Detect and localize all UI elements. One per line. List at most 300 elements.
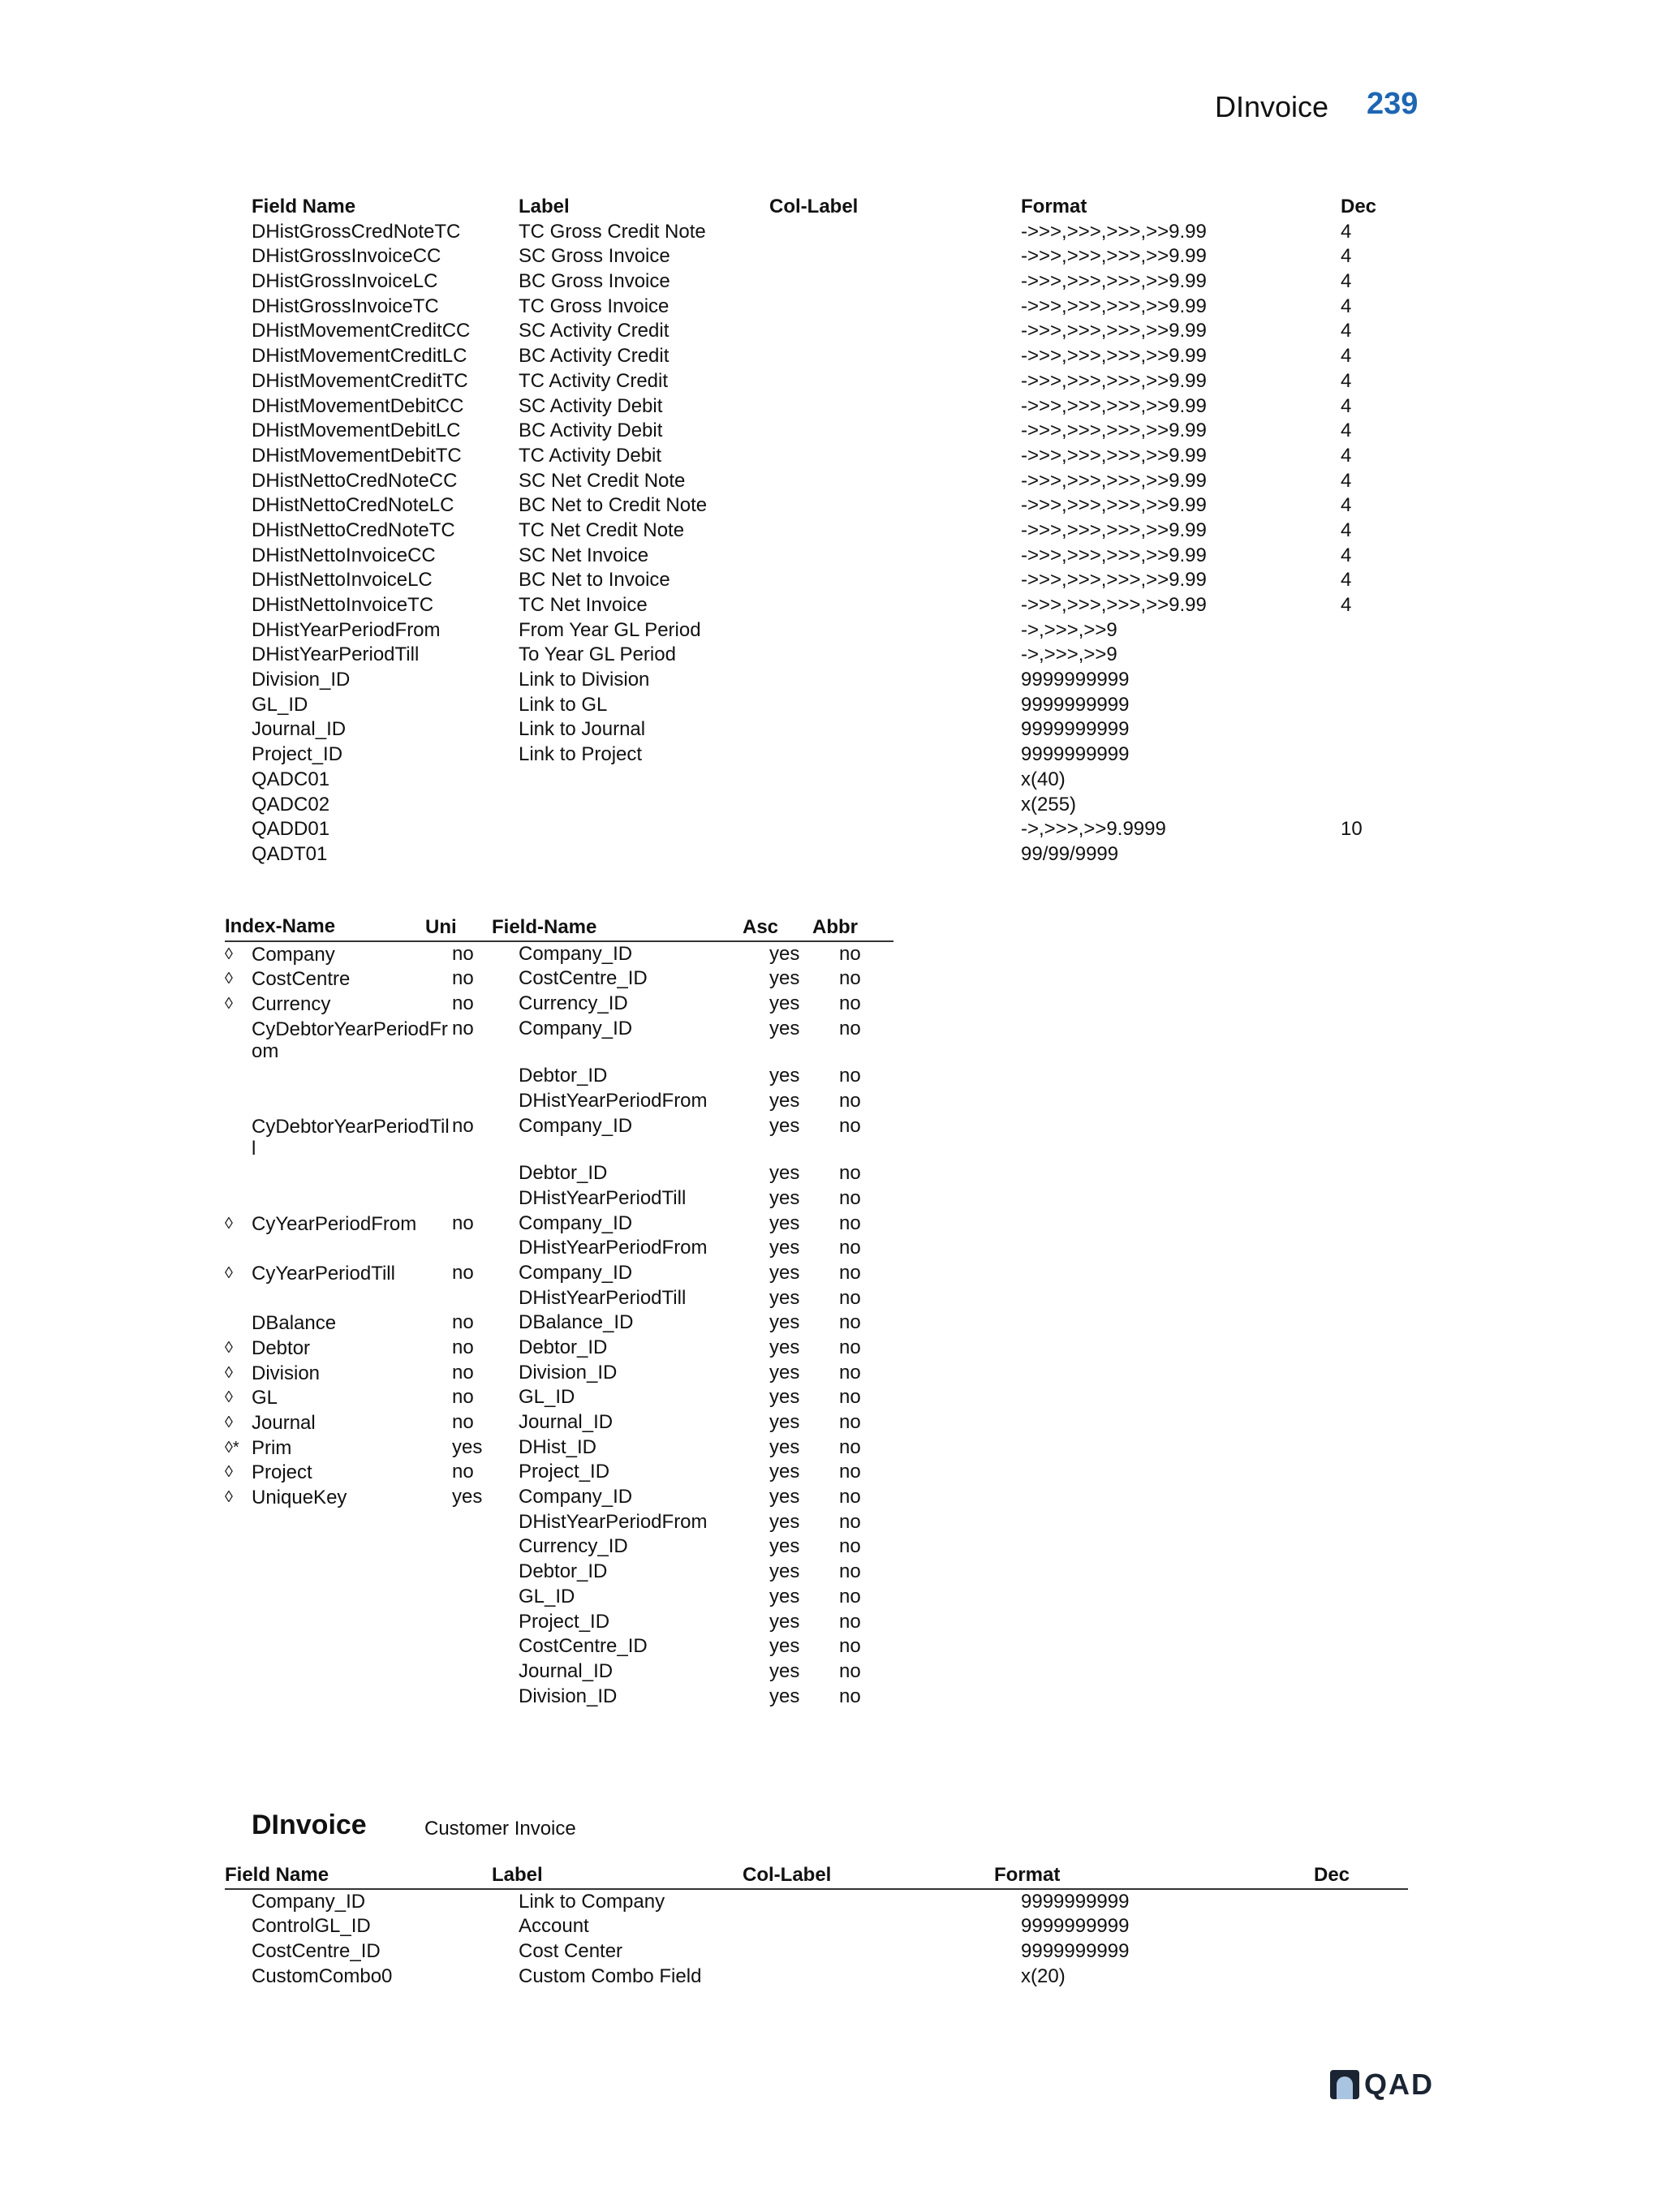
format-cell: ->,>>>,>>9 bbox=[1021, 618, 1117, 641]
field-name-cell: Debtor_ID bbox=[519, 1065, 608, 1087]
asc-cell: yes bbox=[769, 1162, 800, 1185]
format-cell: 9999999999 bbox=[1021, 693, 1130, 716]
dec-cell: 4 bbox=[1341, 569, 1352, 592]
format-cell: ->>>,>>>,>>>,>>9.99 bbox=[1021, 544, 1207, 566]
field-name-cell: QADC02 bbox=[252, 793, 330, 816]
format-cell: ->>>,>>>,>>>,>>9.99 bbox=[1021, 320, 1207, 342]
table-row bbox=[252, 717, 1371, 742]
field-name-cell: DHistYearPeriodTill bbox=[519, 1186, 687, 1209]
table-row bbox=[252, 295, 1371, 320]
field-name-cell: DHist_ID bbox=[519, 1435, 597, 1458]
abbr-cell: no bbox=[839, 1162, 861, 1185]
dec-cell: 4 bbox=[1341, 494, 1352, 517]
table-row bbox=[252, 1939, 1371, 1965]
asc-cell: yes bbox=[769, 1585, 800, 1607]
field-name-cell: DHistNettoInvoiceCC bbox=[252, 544, 436, 566]
abbr-cell: no bbox=[839, 1211, 861, 1234]
dec-cell: 4 bbox=[1341, 394, 1352, 417]
table-row bbox=[252, 1914, 1371, 1939]
index-name-cell: Division bbox=[252, 1362, 321, 1384]
field-name-cell: QADT01 bbox=[252, 842, 328, 865]
index-marker: ◊ bbox=[225, 995, 233, 1013]
table-row bbox=[252, 319, 1371, 344]
table-row bbox=[252, 1610, 893, 1635]
table-row bbox=[252, 693, 1371, 718]
table-row bbox=[225, 1460, 893, 1485]
table-row bbox=[252, 1236, 893, 1261]
table-row bbox=[252, 369, 1371, 394]
field-name-cell: Project_ID bbox=[252, 743, 343, 766]
asc-cell: yes bbox=[769, 1089, 800, 1112]
index-name-cell: Project bbox=[252, 1461, 312, 1484]
field-name-cell: Company_ID bbox=[519, 1017, 633, 1039]
dec-cell: 4 bbox=[1341, 270, 1352, 293]
field-name-cell: Project_ID bbox=[519, 1610, 610, 1633]
field-label-cell: BC Net to Credit Note bbox=[519, 494, 708, 517]
column-header-field-name: Field Name bbox=[252, 196, 356, 217]
table-row bbox=[252, 1089, 893, 1114]
format-cell: ->>>,>>>,>>>,>>9.99 bbox=[1021, 420, 1207, 442]
format-cell: ->>>,>>>,>>>,>>9.99 bbox=[1021, 369, 1207, 392]
asc-cell: yes bbox=[769, 1286, 800, 1309]
field-name-cell: DHistNettoCredNoteCC bbox=[252, 469, 458, 492]
field-label-cell: TC Net Invoice bbox=[519, 594, 648, 616]
asc-cell: yes bbox=[769, 1211, 800, 1234]
abbr-cell: no bbox=[839, 1017, 861, 1039]
field-label-cell: BC Activity Debit bbox=[519, 420, 663, 442]
field-name-cell: DHistYearPeriodFrom bbox=[519, 1510, 708, 1533]
uni-cell: no bbox=[452, 1311, 474, 1334]
field-name-cell: DHistYearPeriodTill bbox=[519, 1286, 687, 1309]
field-name-cell: DHistGrossInvoiceCC bbox=[252, 245, 441, 268]
table-row bbox=[252, 1017, 893, 1065]
table-row bbox=[252, 568, 1371, 593]
running-title: DInvoice bbox=[1215, 90, 1329, 123]
field-name-cell: DHistYearPeriodFrom bbox=[252, 618, 441, 641]
page-number: 239 bbox=[1367, 87, 1419, 121]
field-label-cell: TC Gross Invoice bbox=[519, 295, 670, 317]
index-name-cell: CyDebtorYearPeriodTill bbox=[252, 1115, 450, 1160]
format-cell: ->>>,>>>,>>>,>>9.99 bbox=[1021, 394, 1207, 417]
field-name-cell: GL_ID bbox=[519, 1386, 575, 1409]
table-row bbox=[252, 593, 1371, 618]
asc-cell: yes bbox=[769, 1659, 800, 1682]
abbr-cell: no bbox=[839, 992, 861, 1015]
field-name-cell: Journal_ID bbox=[519, 1659, 614, 1682]
asc-cell: yes bbox=[769, 1261, 800, 1284]
field-label-cell: BC Net to Invoice bbox=[519, 569, 670, 592]
uni-cell: no bbox=[452, 1336, 474, 1358]
field-name-cell: DHistMovementDebitCC bbox=[252, 394, 464, 417]
table-row bbox=[252, 1560, 893, 1585]
field-name-cell: DHistMovementCreditTC bbox=[252, 369, 468, 392]
table-row bbox=[225, 942, 893, 967]
dec-cell: 10 bbox=[1341, 818, 1363, 841]
column-header-col-label: Col-Label bbox=[743, 1864, 832, 1886]
column-header-abbr: Abbr bbox=[812, 916, 858, 938]
index-name-cell: Prim bbox=[252, 1436, 292, 1459]
abbr-cell: no bbox=[839, 967, 861, 990]
uni-cell: no bbox=[452, 1017, 474, 1039]
field-name-cell: DHistNettoCredNoteLC bbox=[252, 494, 454, 517]
qad-logo-icon bbox=[1330, 2070, 1359, 2099]
field-name-cell: Company_ID bbox=[519, 1486, 633, 1508]
table-row bbox=[225, 1336, 893, 1361]
field-name-cell: Company_ID bbox=[519, 1211, 633, 1234]
dec-cell: 4 bbox=[1341, 544, 1352, 566]
abbr-cell: no bbox=[839, 1261, 861, 1284]
index-name-cell: Company bbox=[252, 943, 335, 966]
index-name-cell: Debtor bbox=[252, 1336, 311, 1359]
field-name-cell: Division_ID bbox=[519, 1361, 618, 1384]
fields-table bbox=[252, 195, 1377, 867]
table-row bbox=[252, 269, 1371, 295]
section-fields-table bbox=[225, 1863, 1371, 1989]
table-row bbox=[252, 394, 1371, 420]
table-row bbox=[252, 1965, 1371, 1990]
table-row bbox=[252, 793, 1371, 818]
field-name-cell: CostCentre_ID bbox=[519, 1635, 648, 1658]
format-cell: 9999999999 bbox=[1021, 1890, 1130, 1913]
format-cell: 9999999999 bbox=[1021, 1915, 1130, 1938]
format-cell: ->>>,>>>,>>>,>>9.99 bbox=[1021, 569, 1207, 592]
table-row bbox=[225, 992, 893, 1017]
column-header-format: Format bbox=[994, 1864, 1061, 1886]
field-name-cell: DHistNettoInvoiceLC bbox=[252, 569, 433, 592]
asc-cell: yes bbox=[769, 1486, 800, 1508]
index-marker: ◊ bbox=[225, 1388, 233, 1407]
index-marker: ◊ bbox=[225, 1414, 233, 1431]
index-name-cell: CyYearPeriodFrom bbox=[252, 1212, 417, 1235]
column-header-field-label: Label bbox=[492, 1864, 543, 1886]
index-marker: ◊ bbox=[225, 1488, 233, 1507]
table-row bbox=[252, 1585, 893, 1610]
field-name-cell: Company_ID bbox=[519, 1114, 633, 1137]
table-row bbox=[252, 842, 1371, 867]
abbr-cell: no bbox=[839, 1065, 861, 1087]
field-name-cell: GL_ID bbox=[252, 693, 308, 716]
asc-cell: yes bbox=[769, 1635, 800, 1658]
table-row bbox=[252, 1114, 893, 1162]
logo-text: QAD bbox=[1364, 2068, 1434, 2101]
field-name-cell: DHistYearPeriodFrom bbox=[519, 1237, 708, 1259]
index-name-cell: GL bbox=[252, 1387, 278, 1409]
abbr-cell: no bbox=[839, 1386, 861, 1409]
field-name-cell: Company_ID bbox=[519, 942, 633, 965]
table-row bbox=[252, 768, 1371, 793]
index-marker: ◊ bbox=[225, 970, 233, 988]
uni-cell: yes bbox=[452, 1435, 483, 1458]
field-label-cell: SC Net Credit Note bbox=[519, 469, 686, 492]
field-label-cell: SC Activity Debit bbox=[519, 394, 663, 417]
field-name-cell: QADC01 bbox=[252, 768, 330, 790]
format-cell: ->>>,>>>,>>>,>>9.99 bbox=[1021, 245, 1207, 268]
section-subtitle: Customer Invoice bbox=[424, 1818, 576, 1840]
dec-cell: 4 bbox=[1341, 345, 1352, 368]
abbr-cell: no bbox=[839, 1361, 861, 1384]
asc-cell: yes bbox=[769, 1411, 800, 1433]
abbr-cell: no bbox=[839, 1435, 861, 1458]
uni-cell: yes bbox=[452, 1486, 483, 1508]
field-label-cell: BC Activity Credit bbox=[519, 345, 670, 368]
asc-cell: yes bbox=[769, 992, 800, 1015]
field-label-cell: TC Activity Debit bbox=[519, 444, 662, 467]
dec-cell: 4 bbox=[1341, 295, 1352, 317]
table-header-row bbox=[225, 1863, 1408, 1890]
format-cell: ->>>,>>>,>>>,>>9.99 bbox=[1021, 519, 1207, 541]
table-row bbox=[252, 1310, 893, 1336]
asc-cell: yes bbox=[769, 1186, 800, 1209]
uni-cell: no bbox=[452, 1211, 474, 1234]
asc-cell: yes bbox=[769, 1065, 800, 1087]
asc-cell: yes bbox=[769, 1510, 800, 1533]
abbr-cell: no bbox=[839, 1685, 861, 1707]
table-row bbox=[252, 1659, 893, 1685]
format-cell: ->>>,>>>,>>>,>>9.99 bbox=[1021, 594, 1207, 616]
uni-cell: no bbox=[452, 942, 474, 965]
field-name-cell: CustomCombo0 bbox=[252, 1965, 393, 1987]
table-row bbox=[252, 618, 1371, 643]
abbr-cell: no bbox=[839, 1461, 861, 1483]
abbr-cell: no bbox=[839, 942, 861, 965]
index-marker: ◊ bbox=[225, 1263, 233, 1282]
table-row bbox=[225, 1435, 893, 1461]
index-name-cell: Currency bbox=[252, 993, 331, 1016]
format-cell: ->>>,>>>,>>>,>>9.99 bbox=[1021, 444, 1207, 467]
column-header-format: Format bbox=[1021, 196, 1087, 217]
asc-cell: yes bbox=[769, 1610, 800, 1633]
table-row bbox=[252, 1510, 893, 1535]
format-cell: 9999999999 bbox=[1021, 1940, 1130, 1963]
asc-cell: yes bbox=[769, 1237, 800, 1259]
table-row bbox=[252, 469, 1371, 494]
field-name-cell: QADD01 bbox=[252, 818, 330, 841]
abbr-cell: no bbox=[839, 1311, 861, 1334]
field-name-cell: DHistMovementDebitLC bbox=[252, 420, 461, 442]
field-name-cell: DHistMovementCreditLC bbox=[252, 345, 467, 368]
format-cell: 9999999999 bbox=[1021, 669, 1130, 691]
format-cell: ->>>,>>>,>>>,>>9.99 bbox=[1021, 469, 1207, 492]
field-name-cell: DHistNettoInvoiceTC bbox=[252, 594, 434, 616]
field-name-cell: DHistYearPeriodTill bbox=[252, 643, 420, 666]
field-label-cell: Link to Journal bbox=[519, 718, 646, 741]
format-cell: ->>>,>>>,>>>,>>9.99 bbox=[1021, 494, 1207, 517]
table-row bbox=[252, 244, 1371, 269]
field-label-cell: Link to Division bbox=[519, 669, 650, 691]
table-row bbox=[252, 643, 1371, 668]
field-label-cell: Custom Combo Field bbox=[519, 1965, 702, 1987]
asc-cell: yes bbox=[769, 1560, 800, 1583]
dec-cell: 4 bbox=[1341, 320, 1352, 342]
field-label-cell: TC Activity Credit bbox=[519, 369, 669, 392]
index-name-cell: CyDebtorYearPeriodFrom bbox=[252, 1018, 448, 1062]
asc-cell: yes bbox=[769, 1336, 800, 1358]
abbr-cell: no bbox=[839, 1610, 861, 1633]
field-name-cell: DHistGrossInvoiceTC bbox=[252, 295, 439, 317]
uni-cell: no bbox=[452, 1261, 474, 1284]
index-marker: ◊ bbox=[225, 945, 233, 963]
abbr-cell: no bbox=[839, 1186, 861, 1209]
abbr-cell: no bbox=[839, 1286, 861, 1309]
table-header-row bbox=[225, 915, 893, 942]
dec-cell: 4 bbox=[1341, 369, 1352, 392]
field-name-cell: DHistGrossCredNoteTC bbox=[252, 220, 461, 243]
table-row bbox=[225, 1485, 893, 1510]
abbr-cell: no bbox=[839, 1535, 861, 1558]
format-cell: ->>>,>>>,>>>,>>9.99 bbox=[1021, 345, 1207, 368]
uni-cell: no bbox=[452, 1114, 474, 1137]
index-name-cell: Journal bbox=[252, 1412, 316, 1434]
column-header-uni: Uni bbox=[425, 916, 457, 938]
field-name-cell: DBalance_ID bbox=[519, 1311, 634, 1334]
asc-cell: yes bbox=[769, 1311, 800, 1334]
field-label-cell: From Year GL Period bbox=[519, 618, 701, 641]
dec-cell: 4 bbox=[1341, 220, 1352, 243]
field-name-cell: Currency_ID bbox=[519, 992, 628, 1015]
asc-cell: yes bbox=[769, 1435, 800, 1458]
field-label-cell: Link to GL bbox=[519, 693, 608, 716]
field-name-cell: Company_ID bbox=[519, 1261, 633, 1284]
dec-cell: 4 bbox=[1341, 469, 1352, 492]
asc-cell: yes bbox=[769, 942, 800, 965]
table-row bbox=[225, 1385, 893, 1410]
table-row bbox=[252, 1685, 893, 1710]
asc-cell: yes bbox=[769, 1017, 800, 1039]
field-name-cell: DHistYearPeriodFrom bbox=[519, 1089, 708, 1112]
dec-cell: 4 bbox=[1341, 444, 1352, 467]
abbr-cell: no bbox=[839, 1336, 861, 1358]
table-row bbox=[252, 519, 1371, 544]
index-name-cell: CostCentre bbox=[252, 968, 351, 991]
format-cell: x(255) bbox=[1021, 793, 1077, 816]
field-name-cell: Currency_ID bbox=[519, 1535, 628, 1558]
column-header-col-label: Col-Label bbox=[769, 196, 859, 217]
column-header-dec: Dec bbox=[1314, 1864, 1350, 1886]
field-name-cell: DHistGrossInvoiceLC bbox=[252, 270, 438, 293]
dec-cell: 4 bbox=[1341, 245, 1352, 268]
table-row bbox=[252, 419, 1371, 444]
table-row bbox=[252, 1186, 893, 1211]
abbr-cell: no bbox=[839, 1486, 861, 1508]
field-label-cell: SC Activity Credit bbox=[519, 320, 670, 342]
column-header-dec: Dec bbox=[1341, 196, 1377, 217]
abbr-cell: no bbox=[839, 1585, 861, 1607]
table-row bbox=[225, 1361, 893, 1386]
field-name-cell: DHistMovementDebitTC bbox=[252, 444, 462, 467]
field-name-cell: CostCentre_ID bbox=[252, 1940, 381, 1963]
format-cell: ->>>,>>>,>>>,>>9.99 bbox=[1021, 270, 1207, 293]
field-name-cell: Debtor_ID bbox=[519, 1336, 608, 1358]
table-row bbox=[252, 668, 1371, 693]
field-name-cell: GL_ID bbox=[519, 1585, 575, 1607]
field-label-cell: TC Gross Credit Note bbox=[519, 220, 706, 243]
field-label-cell: Cost Center bbox=[519, 1940, 623, 1963]
abbr-cell: no bbox=[839, 1510, 861, 1533]
table-row bbox=[252, 493, 1371, 519]
abbr-cell: no bbox=[839, 1659, 861, 1682]
table-row bbox=[252, 1534, 893, 1560]
field-name-cell: Journal_ID bbox=[519, 1411, 614, 1433]
asc-cell: yes bbox=[769, 1361, 800, 1384]
uni-cell: no bbox=[452, 1361, 474, 1384]
index-marker: ◊ bbox=[225, 1463, 233, 1482]
dec-cell: 4 bbox=[1341, 594, 1352, 616]
index-marker: ◊* bbox=[225, 1438, 239, 1457]
format-cell: x(40) bbox=[1021, 768, 1066, 790]
table-row bbox=[252, 1161, 893, 1186]
field-name-cell: ControlGL_ID bbox=[252, 1915, 371, 1938]
table-row bbox=[225, 1211, 893, 1237]
index-name-cell: DBalance bbox=[252, 1312, 337, 1335]
table-row bbox=[252, 1634, 893, 1659]
abbr-cell: no bbox=[839, 1411, 861, 1433]
column-header-index-name: Index-Name bbox=[225, 915, 336, 937]
table-row bbox=[252, 1890, 1371, 1915]
field-name-cell: Division_ID bbox=[519, 1685, 618, 1707]
index-marker: ◊ bbox=[225, 1214, 233, 1233]
format-cell: 99/99/9999 bbox=[1021, 842, 1119, 865]
asc-cell: yes bbox=[769, 1114, 800, 1137]
field-name-cell: DHistNettoCredNoteTC bbox=[252, 519, 455, 541]
dec-cell: 4 bbox=[1341, 519, 1352, 541]
field-label-cell: SC Gross Invoice bbox=[519, 245, 670, 268]
field-name-cell: CostCentre_ID bbox=[519, 967, 648, 990]
abbr-cell: no bbox=[839, 1635, 861, 1658]
table-row bbox=[225, 966, 893, 992]
index-name-cell: UniqueKey bbox=[252, 1487, 347, 1509]
abbr-cell: no bbox=[839, 1560, 861, 1583]
format-cell: x(20) bbox=[1021, 1965, 1066, 1987]
abbr-cell: no bbox=[839, 1089, 861, 1112]
table-header-row bbox=[252, 195, 1377, 220]
uni-cell: no bbox=[452, 1386, 474, 1409]
table-row bbox=[225, 1410, 893, 1435]
field-name-cell: Company_ID bbox=[252, 1890, 366, 1913]
field-label-cell: Link to Company bbox=[519, 1890, 665, 1913]
asc-cell: yes bbox=[769, 1461, 800, 1483]
format-cell: ->,>>>,>>9 bbox=[1021, 643, 1117, 666]
field-name-cell: Division_ID bbox=[252, 669, 351, 691]
format-cell: ->,>>>,>>9.9999 bbox=[1021, 818, 1166, 841]
table-row bbox=[252, 1064, 893, 1089]
table-row bbox=[225, 1261, 893, 1286]
field-name-cell: Project_ID bbox=[519, 1461, 610, 1483]
table-row bbox=[252, 1286, 893, 1311]
section-title: DInvoice bbox=[252, 1810, 367, 1840]
qad-logo bbox=[1330, 2068, 1434, 2102]
index-name-cell: CyYearPeriodTill bbox=[252, 1262, 395, 1285]
asc-cell: yes bbox=[769, 1685, 800, 1707]
column-header-field-name: Field-Name bbox=[492, 916, 597, 938]
index-marker: ◊ bbox=[225, 1338, 233, 1357]
column-header-field-name: Field Name bbox=[225, 1864, 329, 1886]
table-row bbox=[252, 544, 1371, 569]
table-row bbox=[252, 817, 1371, 842]
uni-cell: no bbox=[452, 992, 474, 1015]
field-label-cell: TC Net Credit Note bbox=[519, 519, 685, 541]
format-cell: ->>>,>>>,>>>,>>9.99 bbox=[1021, 295, 1207, 317]
field-name-cell: Debtor_ID bbox=[519, 1560, 608, 1583]
index-marker: ◊ bbox=[225, 1363, 233, 1382]
abbr-cell: no bbox=[839, 1114, 861, 1137]
uni-cell: no bbox=[452, 967, 474, 990]
dec-cell: 4 bbox=[1341, 420, 1352, 442]
field-label-cell: To Year GL Period bbox=[519, 643, 676, 666]
table-row bbox=[252, 742, 1371, 768]
uni-cell: no bbox=[452, 1461, 474, 1483]
field-name-cell: DHistMovementCreditCC bbox=[252, 320, 471, 342]
index-table bbox=[225, 915, 893, 1709]
